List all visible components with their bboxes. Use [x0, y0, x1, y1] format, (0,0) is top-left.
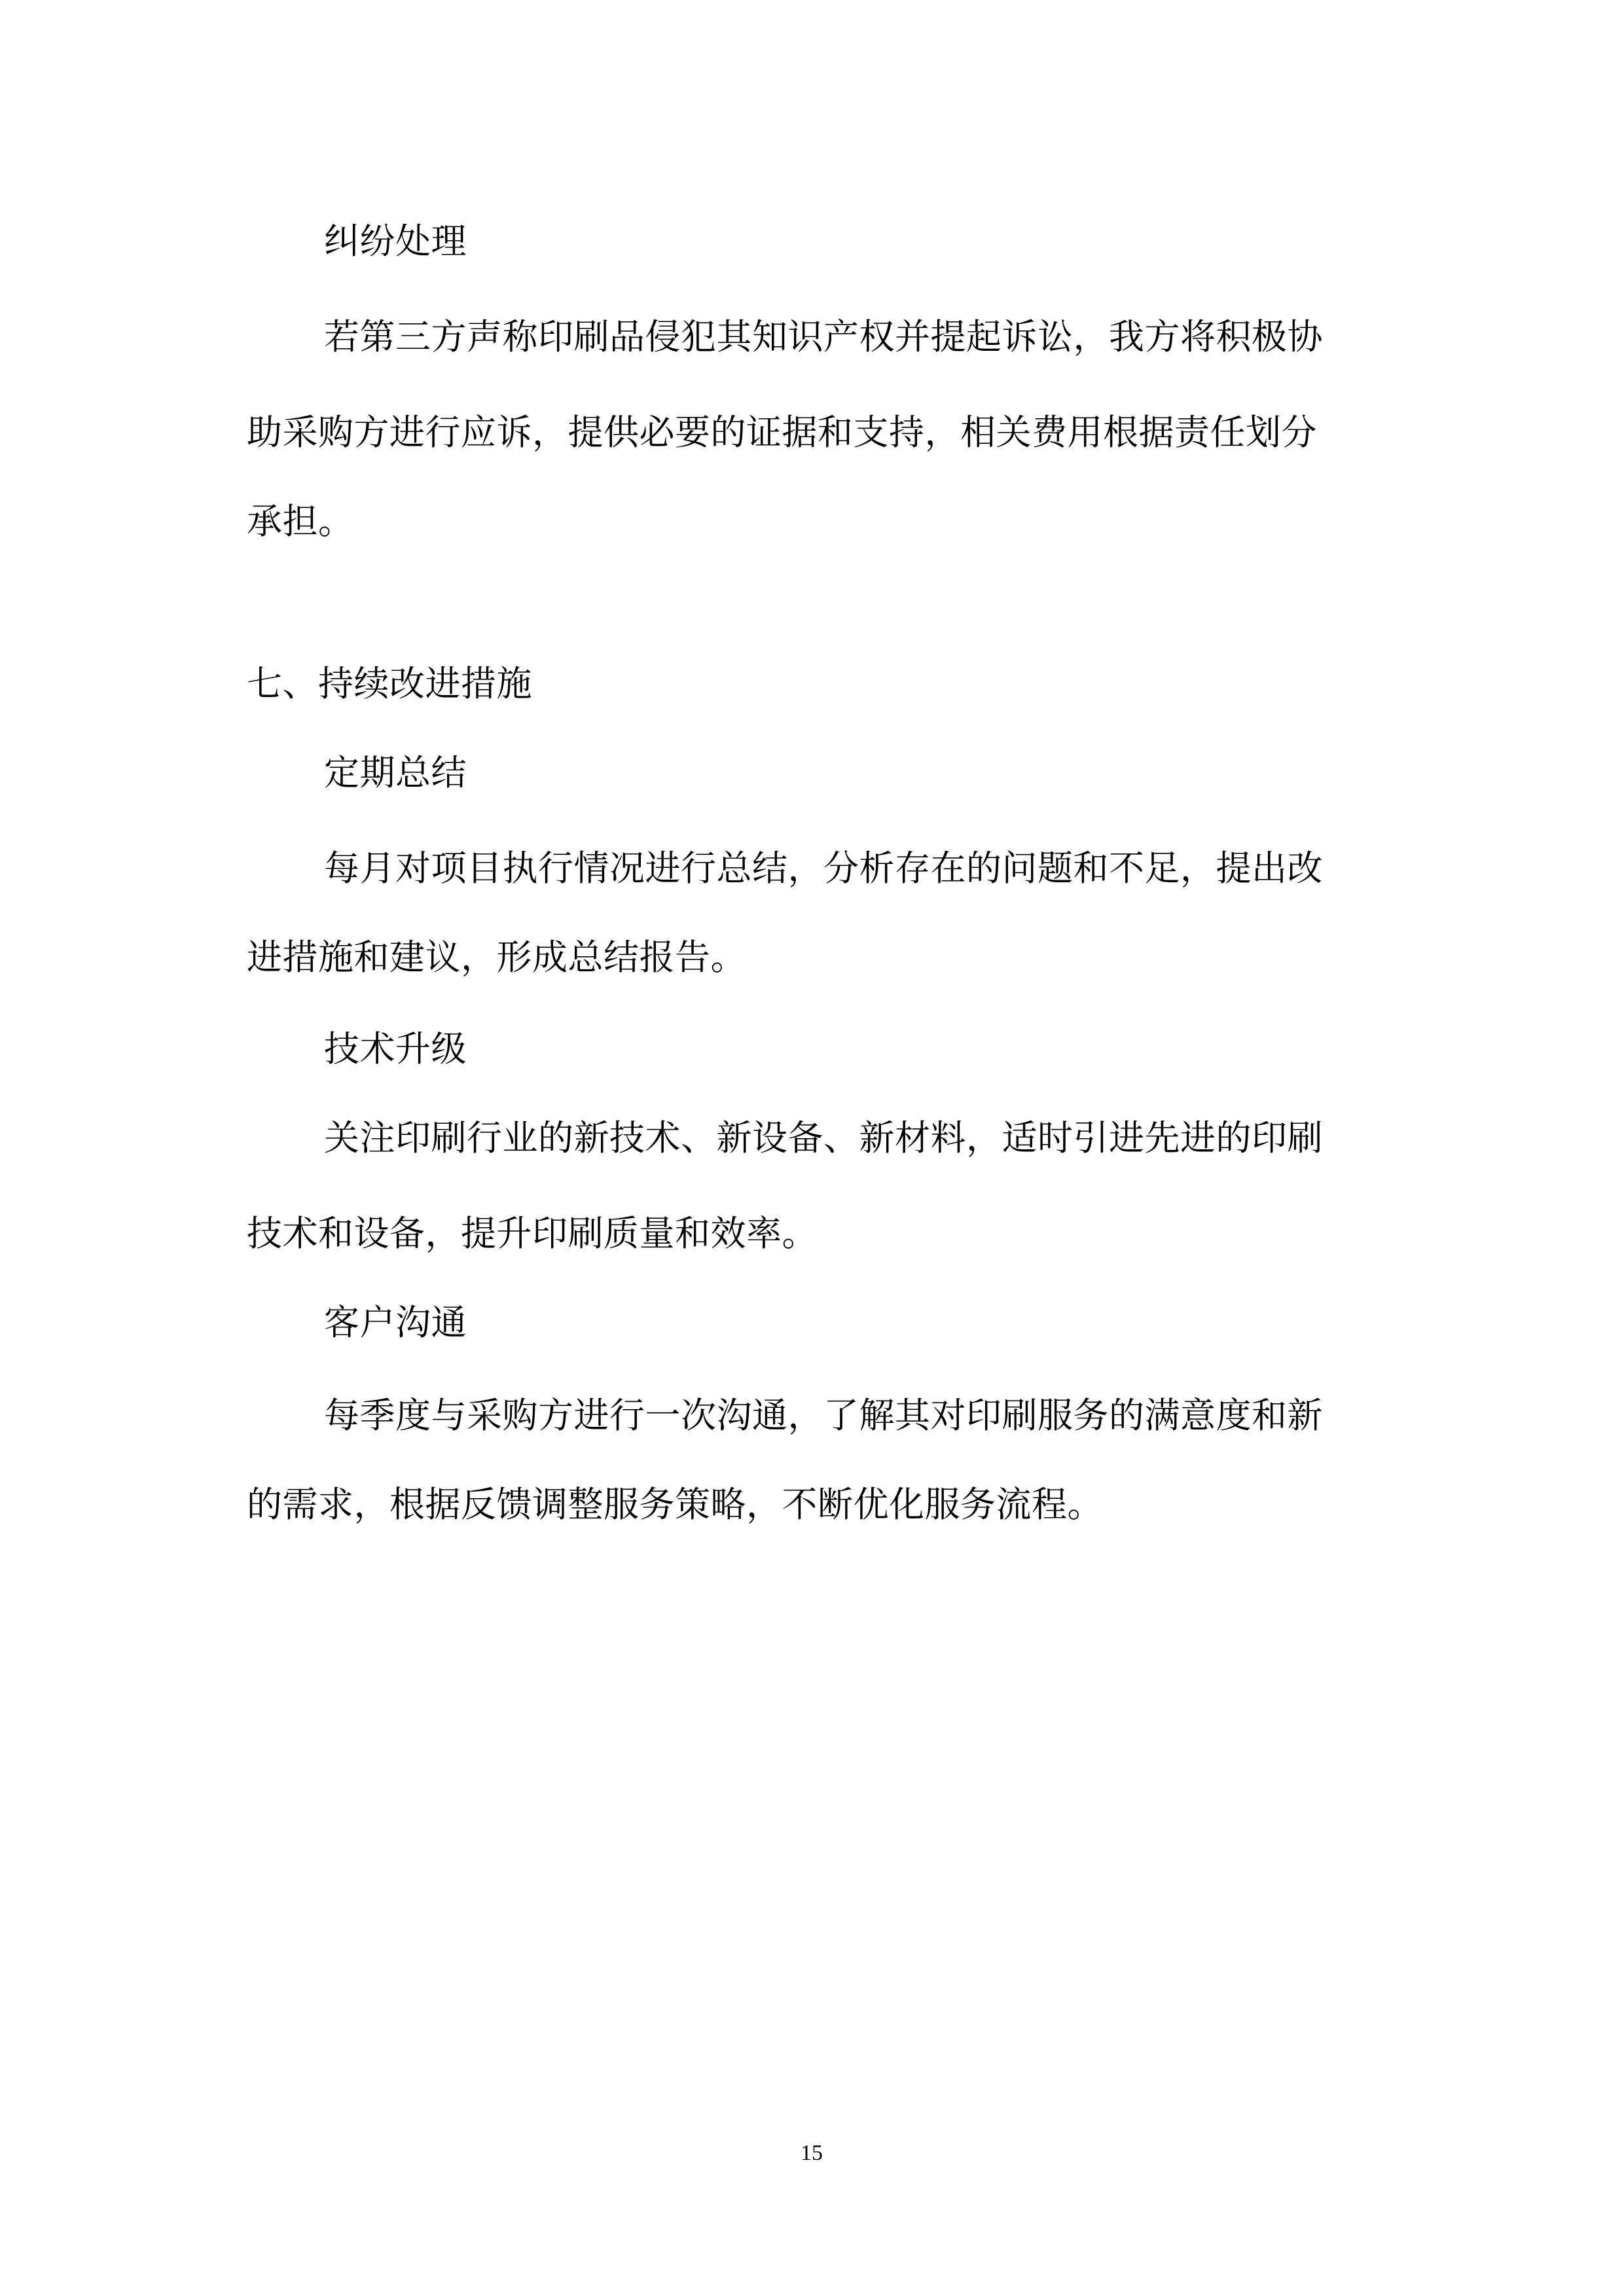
paragraph-line: 每季度与采购方进行一次沟通，了解其对印刷服务的满意度和新 [324, 1395, 1323, 1436]
section-heading-summary: 定期总结 [324, 752, 467, 793]
paragraph-line: 关注印刷行业的新技术、新设备、新材料，适时引进先进的印刷 [324, 1117, 1323, 1158]
chapter-title: 七、持续改进措施 [247, 663, 532, 704]
section-heading-dispute: 纠纷处理 [324, 221, 467, 262]
paragraph-line: 每月对项目执行情况进行总结，分析存在的问题和不足，提出改 [324, 848, 1323, 889]
paragraph-line: 若第三方声称印刷品侵犯其知识产权并提起诉讼，我方将积极协 [324, 316, 1323, 357]
paragraph-line: 承担。 [247, 501, 354, 542]
section-heading-tech: 技术升级 [324, 1028, 467, 1069]
paragraph-line: 进措施和建议，形成总结报告。 [247, 937, 746, 978]
section-heading-customer: 客户沟通 [324, 1302, 467, 1343]
paragraph-line: 技术和设备，提升印刷质量和效率。 [247, 1213, 818, 1254]
page-number: 15 [801, 2141, 823, 2165]
paragraph-line: 的需求，根据反馈调整服务策略，不断优化服务流程。 [247, 1484, 1103, 1525]
paragraph-line: 助采购方进行应诉，提供必要的证据和支持，相关费用根据责任划分 [247, 412, 1317, 453]
